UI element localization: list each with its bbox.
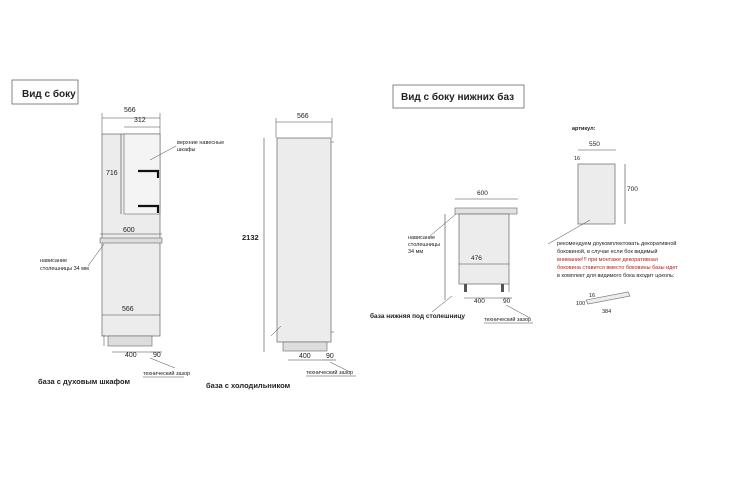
base-overhang-1: нависание: [408, 235, 436, 241]
countertop: [100, 238, 162, 243]
panel-dim-thickness: 16: [574, 156, 581, 162]
lower-base-cabinet: [459, 214, 509, 284]
note-line-5: в комплект для видимого бока входит цоколь:: [557, 273, 675, 279]
upper-cabinets-label-2: шкафы: [177, 147, 196, 153]
plinth: [108, 336, 152, 346]
base-dim-gap: 90: [503, 298, 511, 305]
overhang-label-1: нависание: [40, 258, 68, 264]
plinth-dim-thickness: 16: [589, 293, 596, 299]
base-dim-476: 476: [471, 255, 482, 262]
leg-right: [501, 284, 504, 292]
dim-gap: 90: [153, 352, 161, 359]
dim-upper-height: 716: [106, 170, 118, 177]
panel-dim-height: 700: [627, 186, 638, 193]
panel-dim-width: 550: [589, 141, 600, 148]
fridge-dim-feet: 400: [299, 353, 311, 360]
note-line-1: рекомендуем доукомплектовать декоративной: [557, 241, 677, 247]
base-overhang-2: столешницы: [408, 242, 441, 248]
fridge-gap-label: технический зазор: [306, 370, 354, 376]
right-title: Вид с боку нижних баз: [401, 92, 515, 103]
article-label: артикул:: [572, 126, 596, 132]
leg-left: [464, 284, 467, 292]
overhang-label-2: столешницы 34 мм: [40, 266, 89, 272]
dim-base-width: 566: [122, 306, 134, 313]
base-overhang-3: 34 мм: [408, 249, 424, 255]
left-title: Вид с боку: [22, 89, 76, 100]
note-line-3: внимание!!! при монтаже декоративная: [557, 257, 658, 263]
gap-label: технический зазор: [143, 371, 191, 377]
note-line-2: боковиной, в случае если бок видимый: [557, 249, 658, 255]
middle-caption: база с холодильником: [206, 381, 291, 390]
fridge-dim-gap: 90: [326, 353, 334, 360]
plinth-dim-height: 100: [576, 301, 586, 307]
left-caption: база с духовым шкафом: [38, 377, 131, 386]
note-line-4: боковина ставится вместо боковины базы идет: [557, 265, 678, 271]
dim-countertop: 600: [123, 227, 135, 234]
base-countertop: [455, 208, 517, 214]
base-dim-feet: 400: [474, 298, 485, 305]
base-gap-label: технический зазор: [484, 317, 532, 323]
fridge-dim-height: 2132: [242, 233, 259, 242]
left-section: [12, 80, 224, 386]
upper-cabinets-label-1: верхние навесные: [177, 140, 225, 146]
plinth-dim-length: 384: [602, 309, 612, 315]
base-caption: база нижняя под столешницу: [370, 313, 465, 320]
dim-total-width: 566: [124, 107, 136, 114]
dim-upper-depth: 312: [134, 117, 146, 124]
decorative-panel: [578, 164, 615, 224]
base-dim-countertop: 600: [477, 190, 488, 197]
right-section: [370, 85, 678, 323]
middle-section: [206, 113, 356, 390]
dim-feet: 400: [125, 352, 137, 359]
fridge-plinth: [283, 342, 327, 351]
fridge-cabinet: [277, 138, 331, 342]
fridge-dim-width: 566: [297, 113, 309, 120]
upper-cabinet: [124, 134, 160, 214]
